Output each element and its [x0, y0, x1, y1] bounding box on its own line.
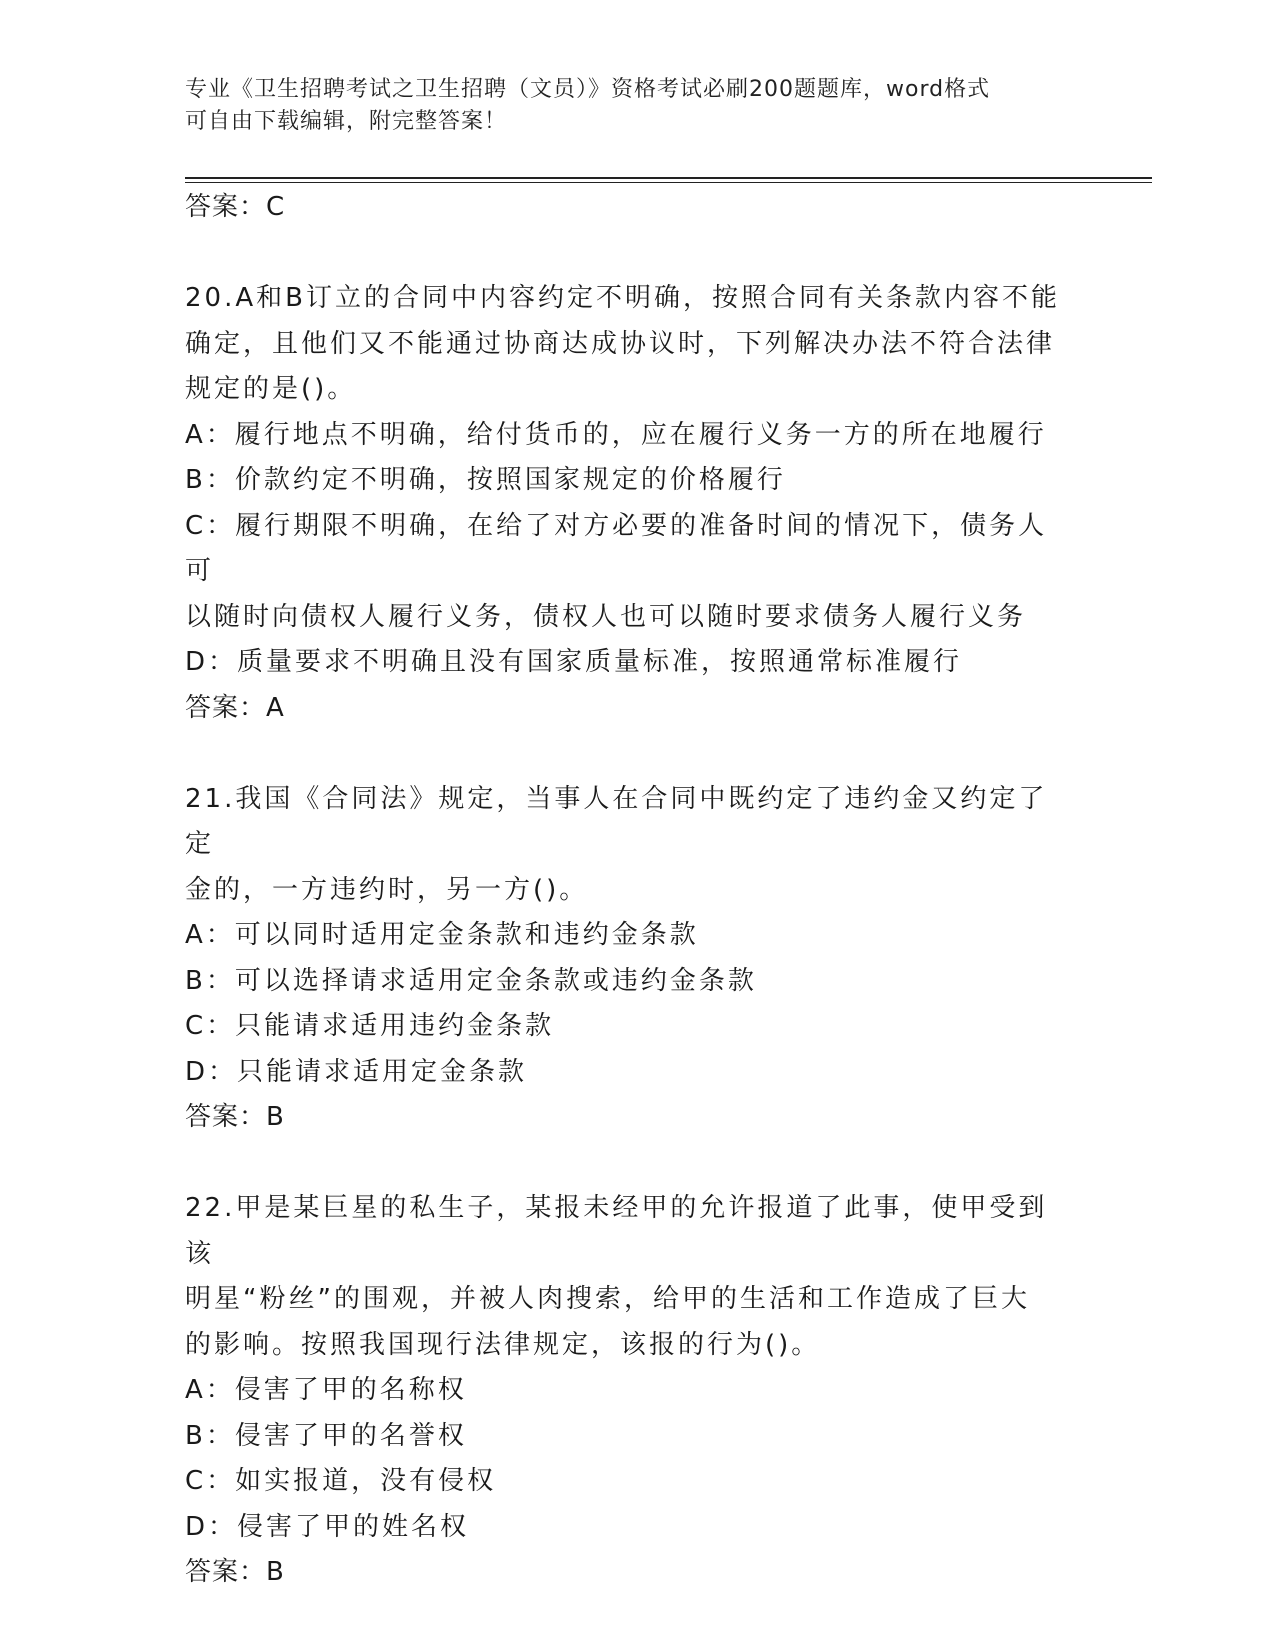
header-divider-thin — [185, 182, 1152, 183]
question-20 — [185, 276, 1075, 731]
answer: 答案：B — [185, 1102, 285, 1132]
question-list — [185, 185, 1075, 1596]
question-stem-line: 的影响。按照我国现行法律规定，该报的行为()。 — [185, 1329, 821, 1360]
answer: 答案：A — [185, 692, 285, 723]
option-c: C：只能请求适用违约金条款 — [185, 1011, 555, 1041]
option-c-continued: 以随时向债权人履行义务，债权人也可以随时要求债务人履行义务 — [185, 601, 1027, 632]
option-c: C：履行期限不明确，在给了对方必要的准备时间的情况下，债务人可 — [185, 510, 1048, 586]
spacer — [185, 731, 1075, 777]
previous-answer: 答案：C — [185, 192, 286, 222]
question-stem-line: 20.A和B订立的合同中内容约定不明确，按照合同有关条款内容不能 — [185, 283, 1060, 313]
question-22 — [185, 1186, 1075, 1596]
option-a: A：侵害了甲的名称权 — [185, 1375, 467, 1405]
answer: 答案：B — [185, 1557, 285, 1587]
question-stem-line: 规定的是()。 — [185, 374, 357, 404]
question-stem-line: 21.我国《合同法》规定，当事人在合同中既约定了违约金又约定了定 — [185, 783, 1048, 859]
option-d: D：只能请求适用定金条款 — [185, 1056, 528, 1087]
option-b: B：价款约定不明确，按照国家规定的价格履行 — [185, 465, 786, 495]
option-d: D：质量要求不明确且没有国家质量标准，按照通常标准履行 — [185, 647, 963, 677]
option-b: B：侵害了甲的名誉权 — [185, 1420, 467, 1451]
option-c: C：如实报道，没有侵权 — [185, 1466, 497, 1496]
question-stem-line: 22.甲是某巨星的私生子，某报未经甲的允许报道了此事，使甲受到该 — [185, 1193, 1048, 1269]
option-b: B：可以选择请求适用定金条款或违约金条款 — [185, 965, 757, 996]
header-divider-thick — [185, 177, 1152, 179]
option-d: D：侵害了甲的姓名权 — [185, 1511, 470, 1542]
option-a: A：履行地点不明确，给付货币的，应在履行义务一方的所在地履行 — [185, 419, 1047, 450]
question-stem-line: 确定，且他们又不能通过协商达成协议时，下列解决办法不符合法律 — [185, 328, 1056, 359]
header-line-2: 可自由下载编辑，附完整答案！ — [185, 109, 508, 134]
spacer — [185, 231, 1075, 277]
question-stem-line: 金的，一方违约时，另一方()。 — [185, 874, 589, 905]
spacer — [185, 1141, 1075, 1187]
page-header — [185, 74, 1065, 138]
question-21 — [185, 777, 1075, 1141]
header-line-1: 专业《卫生招聘考试之卫生招聘（文员）》资格考试必刷200题题库，word格式 — [185, 77, 991, 102]
option-a: A：可以同时适用定金条款和违约金条款 — [185, 920, 699, 950]
question-stem-line: 明星“粉丝”的围观，并被人肉搜索，给甲的生活和工作造成了巨大 — [185, 1284, 1030, 1314]
